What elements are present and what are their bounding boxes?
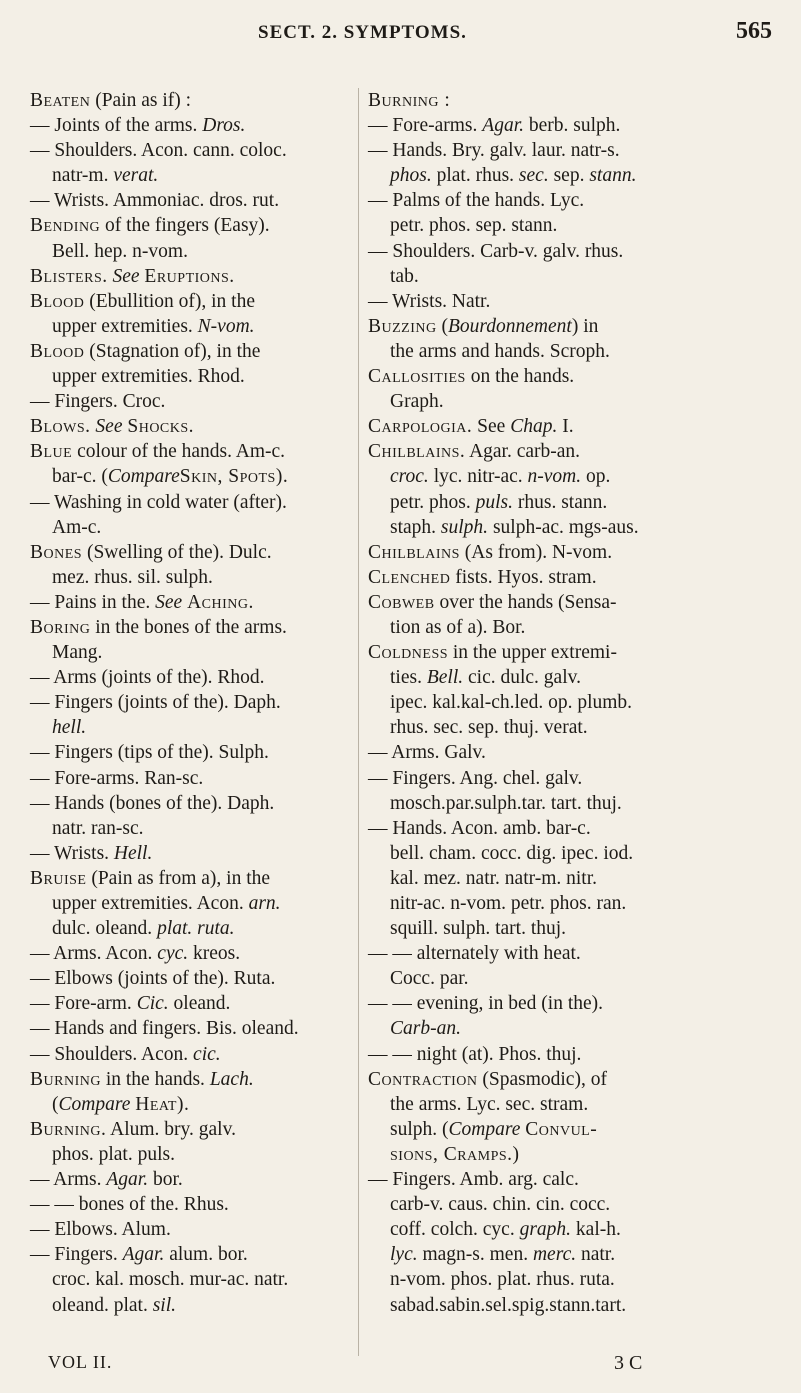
page-number: 565: [736, 18, 772, 44]
text-run: lyc. nitr-ac.: [428, 466, 528, 488]
left-column-line: [30, 339, 350, 364]
left-column-line: [30, 88, 350, 113]
left-column-line: [30, 966, 350, 991]
text-run: coff. colch. cyc.: [390, 1219, 520, 1241]
text-run: oleand. plat.: [52, 1294, 153, 1316]
text-run: croc.: [390, 466, 429, 488]
right-column-line: [368, 239, 770, 264]
left-column-line: [30, 163, 350, 188]
left-column-line: [30, 515, 350, 540]
right-column-line: [368, 1192, 770, 1217]
text-run: mosch.par.sulph.tar. tart. thuj.: [390, 792, 622, 814]
right-column-line: [368, 866, 770, 891]
text-run: lyc.: [390, 1244, 418, 1266]
right-column-line: [368, 615, 770, 640]
right-column-line: [368, 464, 770, 489]
text-run: Boring: [30, 616, 91, 638]
text-run: (Pain as if) :: [90, 90, 192, 111]
column-divider: [358, 88, 359, 1356]
text-run: — — bones of the. Rhus.: [30, 1194, 229, 1216]
text-run: sions, Cramps.): [390, 1143, 520, 1165]
text-run: Cic.: [136, 993, 169, 1015]
left-column-line: [30, 113, 350, 138]
text-run: berb. sulph.: [524, 115, 621, 137]
text-run: sec.: [518, 165, 549, 187]
text-run: Contraction: [368, 1068, 478, 1090]
text-run: Blue: [30, 441, 73, 463]
text-run: — — evening, in bed (in the).: [368, 993, 604, 1015]
text-run: sulph-ac. mgs-aus.: [488, 516, 639, 538]
left-column-line: [30, 1217, 350, 1242]
text-run: Agar.: [482, 115, 524, 137]
text-run: Bending: [30, 215, 101, 237]
text-run: See: [155, 591, 183, 613]
text-run: merc.: [532, 1244, 577, 1266]
text-run: Graph.: [390, 391, 444, 413]
right-column-line: [368, 540, 770, 565]
text-run: Blisters.: [30, 265, 108, 287]
left-column-line: [30, 1117, 350, 1142]
left-column-line: [30, 891, 350, 916]
text-run: plat. ruta.: [157, 918, 235, 940]
left-column-line: [30, 1167, 350, 1192]
right-column-line: [368, 490, 770, 515]
text-run: — Fingers. Croc.: [30, 391, 166, 413]
text-run: cic. dulc. galv.: [463, 667, 581, 689]
left-column-line: [30, 414, 350, 439]
left-column-line: [30, 916, 350, 941]
text-run: (Spasmodic), of: [477, 1068, 607, 1090]
text-run: Shocks.: [127, 416, 195, 438]
left-column-line: [30, 314, 350, 339]
text-run: kreos.: [188, 943, 241, 965]
left-column-line: [30, 665, 350, 690]
right-column-line: [368, 1242, 770, 1267]
text-run: Chilblains.: [368, 441, 466, 463]
right-column-line: [368, 715, 770, 740]
text-run: See: [472, 416, 511, 438]
text-run: rhus. stann.: [512, 491, 608, 513]
text-run: Blood: [30, 340, 85, 362]
text-run: — Fore-arms. Ran-sc.: [30, 767, 204, 789]
text-run: Alum. bry. galv.: [106, 1118, 236, 1140]
text-run: Chilblains: [368, 541, 460, 563]
text-run: Clenched: [368, 566, 451, 588]
right-column-line: [368, 1217, 770, 1242]
text-run: bor.: [148, 1169, 183, 1191]
left-column-line: [30, 590, 350, 615]
text-run: — Elbows. Alum.: [30, 1219, 171, 1241]
text-run: — Fore-arms.: [368, 115, 483, 137]
text-run: dulc. oleand.: [52, 918, 158, 940]
text-run: on the hands.: [465, 366, 575, 388]
text-run: ties.: [390, 667, 427, 689]
text-run: — Hands. Bry. galv. laur. natr-s.: [368, 140, 620, 162]
text-run: — Joints of the arms.: [30, 115, 203, 137]
text-run: I.: [557, 416, 574, 438]
right-column-line: [368, 916, 770, 941]
text-run: Compare: [448, 1118, 521, 1140]
section-title: SECT. 2. SYMPTOMS.: [258, 22, 467, 43]
text-run: (: [436, 315, 448, 337]
left-column-line: [30, 289, 350, 314]
right-column-line: [368, 88, 770, 113]
right-column-line: [368, 891, 770, 916]
text-run: plat. rhus.: [431, 165, 519, 187]
right-column-line: [368, 690, 770, 715]
text-run: phos. plat. puls.: [52, 1143, 175, 1165]
text-run: Compare: [58, 1093, 131, 1115]
left-column-line: [30, 264, 350, 289]
right-column-line: [368, 1167, 770, 1192]
left-column-line: [30, 841, 350, 866]
text-run: croc. kal. mosch. mur-ac. natr.: [52, 1269, 289, 1291]
text-run: — Wrists. Natr.: [368, 290, 491, 312]
right-column-line: [368, 1142, 770, 1167]
text-run: — Shoulders. Carb-v. galv. rhus.: [368, 240, 624, 262]
left-column-line: [30, 866, 350, 891]
text-run: cyc.: [157, 943, 189, 965]
text-run: Burning: [30, 1068, 101, 1090]
text-run: — Pains in the.: [30, 591, 156, 613]
text-run: Agar.: [122, 1244, 165, 1266]
text-run: — Arms (joints of the). Rhod.: [30, 667, 265, 689]
text-run: — Shoulders. Acon.: [30, 1043, 194, 1065]
left-column: [30, 88, 350, 1318]
text-run: over the hands (Sensa-: [434, 591, 617, 613]
text-run: rhus. sec. sep. thuj. verat.: [390, 717, 588, 739]
text-run: Cocc. par.: [390, 968, 469, 990]
text-run: Convul-: [525, 1118, 598, 1140]
text-run: Buzzing: [368, 315, 437, 337]
right-column-line: [368, 1117, 770, 1142]
signature-mark: 3 C: [614, 1352, 643, 1374]
right-column-line: [368, 740, 770, 765]
left-column-line: [30, 740, 350, 765]
text-run: Callosities: [368, 366, 466, 388]
text-run: Burning.: [30, 1118, 107, 1140]
text-run: (Stagnation of), in the: [84, 340, 261, 362]
text-run: Bones: [30, 541, 83, 563]
text-run: — Palms of the hands. Lyc.: [368, 190, 585, 212]
right-column-line: [368, 766, 770, 791]
right-column-line: [368, 1267, 770, 1292]
text-run: mez. rhus. sil. sulph.: [52, 566, 213, 588]
text-run: Aching.: [187, 591, 254, 613]
text-run: oleand.: [168, 993, 231, 1015]
running-header: [0, 14, 801, 48]
right-column-line: [368, 389, 770, 414]
text-run: alum. bor.: [164, 1244, 248, 1266]
text-run: — Hands (bones of the). Daph.: [30, 792, 275, 814]
text-run: hell.: [52, 717, 87, 739]
right-column-line: [368, 113, 770, 138]
text-run: upper extremities.: [52, 315, 198, 337]
text-run: N-vom.: [197, 315, 255, 337]
text-run: carb-v. caus. chin. cin. cocc.: [390, 1194, 611, 1216]
text-run: of the fingers (Easy).: [100, 215, 270, 237]
right-column-line: [368, 816, 770, 841]
text-run: natr. ran-sc.: [52, 817, 144, 839]
text-run: — — alternately with heat.: [368, 943, 581, 965]
text-run: (As from). N-vom.: [459, 541, 613, 563]
text-run: Bruise: [30, 867, 87, 889]
text-run: Bell. hep. n-vom.: [52, 240, 188, 262]
left-column-line: [30, 1267, 350, 1292]
left-column-line: [30, 816, 350, 841]
text-run: in the bones of the arms.: [90, 616, 287, 638]
right-column-line: [368, 339, 770, 364]
text-run: See: [95, 416, 123, 438]
text-run: Carpologia.: [368, 416, 473, 438]
right-column-line: [368, 590, 770, 615]
left-column-line: [30, 188, 350, 213]
text-run: Blood: [30, 290, 85, 312]
right-column-line: [368, 138, 770, 163]
left-column-line: [30, 615, 350, 640]
text-run: (Swelling of the). Dulc.: [82, 541, 272, 563]
text-run: — Hands and fingers. Bis. oleand.: [30, 1018, 299, 1040]
text-run: phos.: [390, 165, 432, 187]
text-run: — Fingers. Ang. chel. galv.: [368, 767, 583, 789]
left-column-line: [30, 540, 350, 565]
text-run: magn-s. men.: [417, 1244, 533, 1266]
text-run: upper extremities. Rhod.: [52, 366, 245, 388]
right-column-line: [368, 213, 770, 238]
text-run: Mang.: [52, 642, 103, 664]
text-run: Burning :: [368, 90, 451, 111]
text-run: n-vom. phos. plat. rhus. ruta.: [390, 1269, 615, 1291]
text-run: — Shoulders. Acon. cann. coloc.: [30, 140, 287, 162]
text-run: sulph. (: [390, 1118, 449, 1140]
text-run: ipec. kal.kal-ch.led. op. plumb.: [390, 692, 633, 714]
text-run: Bourdonnement: [447, 315, 572, 337]
text-run: Agar. carb-an.: [465, 441, 581, 463]
text-run: Chap.: [510, 416, 558, 438]
left-column-line: [30, 1142, 350, 1167]
right-column-line: [368, 1293, 770, 1318]
volume-label: VOL II.: [48, 1352, 113, 1372]
left-column-line: [30, 640, 350, 665]
text-run: natr.: [576, 1244, 616, 1266]
left-column-line: [30, 1242, 350, 1267]
right-column-line: [368, 163, 770, 188]
right-column-line: [368, 941, 770, 966]
text-run: Compare: [107, 466, 180, 488]
text-run: — Fore-arm.: [30, 993, 137, 1015]
left-column-line: [30, 715, 350, 740]
text-run: verat.: [113, 165, 159, 187]
right-column-line: [368, 1042, 770, 1067]
text-run: — Fingers. Amb. arg. calc.: [368, 1169, 579, 1191]
right-column-line: [368, 841, 770, 866]
text-run: puls.: [475, 491, 513, 513]
text-run: n-vom.: [527, 466, 582, 488]
right-column-line: [368, 264, 770, 289]
right-column-line: [368, 1092, 770, 1117]
right-column-line: [368, 665, 770, 690]
left-column-line: [30, 565, 350, 590]
left-column-line: [30, 941, 350, 966]
text-run: bell. cham. cocc. dig. ipec. iod.: [390, 842, 634, 864]
text-run: op.: [581, 466, 611, 488]
text-run: tion as of a). Bor.: [390, 616, 526, 638]
text-run: Bell.: [426, 667, 464, 689]
text-run: Beaten: [30, 90, 91, 111]
text-run: Eruptions.: [144, 265, 235, 287]
left-column-line: [30, 213, 350, 238]
text-run: Carb-an.: [390, 1018, 461, 1040]
text-run: tab.: [390, 265, 419, 287]
text-run: sulph.: [440, 516, 489, 538]
text-run: the arms. Lyc. sec. stram.: [390, 1093, 589, 1115]
text-run: Coldness: [368, 642, 449, 664]
text-run: arn.: [248, 893, 281, 914]
text-run: Blows.: [30, 416, 91, 438]
text-run: See: [112, 265, 140, 287]
text-run: petr. phos.: [390, 491, 476, 513]
right-column-line: [368, 1016, 770, 1041]
text-run: ) in: [571, 315, 599, 337]
text-run: — — night (at). Phos. thuj.: [368, 1043, 582, 1065]
left-column-line: [30, 239, 350, 264]
text-run: kal-h.: [571, 1219, 621, 1241]
left-column-line: [30, 791, 350, 816]
left-column-line: [30, 1192, 350, 1217]
text-run: staph.: [390, 516, 441, 538]
text-run: — Arms. Acon.: [30, 943, 158, 965]
right-column-line: [368, 188, 770, 213]
text-run: natr-m.: [52, 165, 114, 187]
right-column-line: [368, 364, 770, 389]
text-run: — Arms.: [30, 1169, 107, 1191]
left-column-line: [30, 389, 350, 414]
text-run: Am-c.: [52, 516, 102, 538]
text-run: upper extremities. Acon.: [52, 893, 249, 914]
text-run: in the upper extremi-: [448, 642, 617, 664]
text-run: — Wrists.: [30, 842, 114, 864]
text-run: sil.: [152, 1294, 177, 1316]
text-run: Lach.: [209, 1068, 254, 1090]
text-run: (Pain as from a), in the: [86, 867, 271, 889]
text-run: — Fingers.: [30, 1244, 123, 1266]
right-column-line: [368, 791, 770, 816]
right-column-line: [368, 966, 770, 991]
text-run: nitr-ac. n-vom. petr. phos. ran.: [390, 893, 627, 914]
text-run: (Ebullition of), in the: [84, 290, 255, 312]
text-run: sabad.sabin.sel.spig.stann.tart.: [390, 1294, 627, 1316]
text-run: — Fingers (tips of the). Sulph.: [30, 742, 269, 764]
left-column-line: [30, 1042, 350, 1067]
text-run: fists. Hyos. stram.: [450, 566, 597, 588]
text-run: the arms and hands. Scroph.: [390, 340, 610, 362]
text-run: bar-c. (: [52, 466, 108, 488]
left-column-line: [30, 766, 350, 791]
text-run: (: [52, 1093, 59, 1115]
left-column-line: [30, 490, 350, 515]
text-run: cic.: [193, 1043, 221, 1065]
text-run: — Washing in cold water (after).: [30, 491, 287, 513]
right-column: [368, 88, 770, 1318]
text-run: — Elbows (joints of the). Ruta.: [30, 968, 276, 990]
text-run: graph.: [519, 1219, 572, 1241]
text-run: kal. mez. natr. natr-m. nitr.: [390, 867, 598, 889]
text-run: — Wrists. Ammoniac. dros. rut.: [30, 190, 280, 212]
left-column-line: [30, 1067, 350, 1092]
right-column-line: [368, 640, 770, 665]
text-run: — Hands. Acon. amb. bar-c.: [368, 817, 591, 839]
left-column-line: [30, 690, 350, 715]
left-column-line: [30, 464, 350, 489]
text-run: squill. sulph. tart. thuj.: [390, 918, 567, 940]
text-run: Dros.: [202, 115, 246, 137]
left-column-line: [30, 364, 350, 389]
text-run: petr. phos. sep. stann.: [390, 215, 558, 237]
text-run: Hell.: [113, 842, 153, 864]
text-run: — Arms. Galv.: [368, 742, 486, 764]
left-column-line: [30, 138, 350, 163]
text-run: Heat).: [135, 1093, 190, 1115]
text-run: Agar.: [106, 1169, 149, 1191]
text-run: stann.: [589, 165, 637, 187]
right-column-line: [368, 565, 770, 590]
right-column-line: [368, 439, 770, 464]
left-column-line: [30, 439, 350, 464]
text-run: colour of the hands. Am-c.: [72, 441, 286, 463]
left-column-line: [30, 1293, 350, 1318]
right-column-line: [368, 515, 770, 540]
left-column-line: [30, 1092, 350, 1117]
text-run: — Fingers (joints of the). Daph.: [30, 692, 281, 714]
right-column-line: [368, 289, 770, 314]
text-run: Cobweb: [368, 591, 435, 613]
left-column-line: [30, 1016, 350, 1041]
right-column-line: [368, 991, 770, 1016]
text-run: sep.: [548, 165, 590, 187]
right-column-line: [368, 314, 770, 339]
left-column-line: [30, 991, 350, 1016]
text-run: Skin, Spots).: [179, 466, 289, 488]
text-run: in the hands.: [100, 1068, 210, 1090]
right-column-line: [368, 1067, 770, 1092]
right-column-line: [368, 414, 770, 439]
